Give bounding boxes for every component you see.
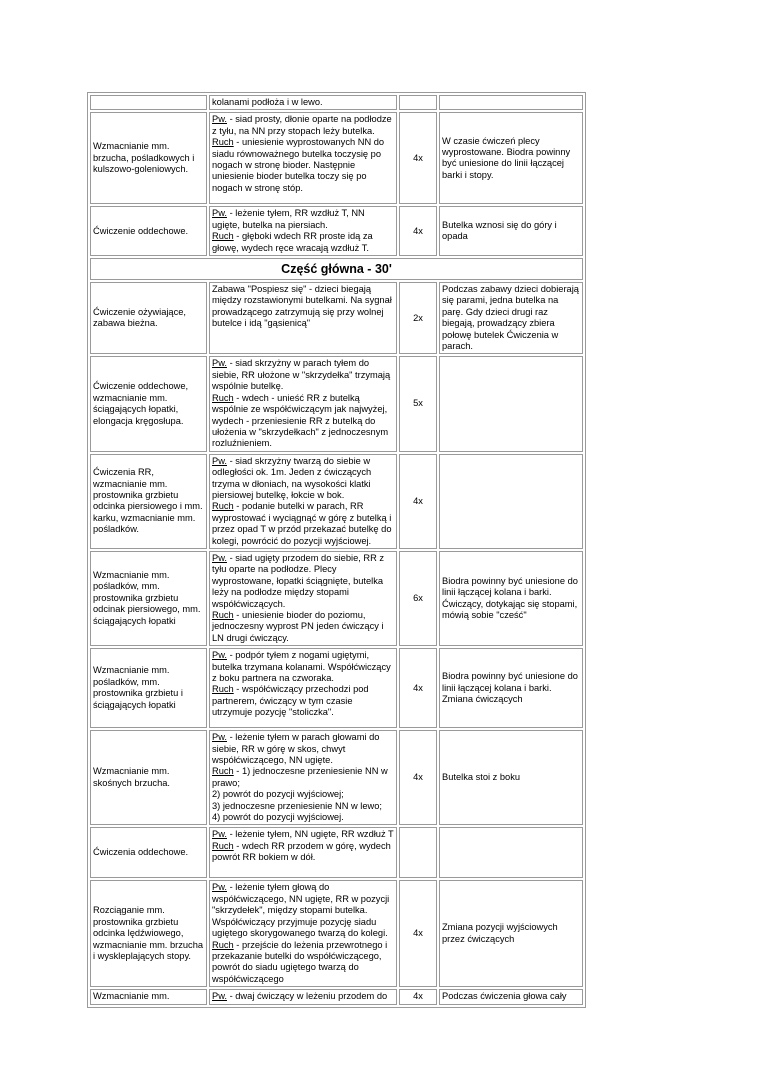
exercise-name-cell: Wzmacnianie mm. pośladków, mm. prostownika grzbietu odcinak piersiowego, mm. ściągających łopatki [90,551,207,646]
description-line [212,553,394,610]
exercise-name-cell: Wzmacnianie mm. pośladków, mm. prostownika grzbietu i ściągających łopatki [90,648,207,728]
repetitions-cell: 5x [399,356,437,451]
table-row [90,206,583,256]
exercise-name-cell: Ćwiczenia oddechowe. [90,827,207,878]
exercise-description-cell [209,989,397,1004]
section-header-row [90,258,583,280]
description-label: Pw. [212,650,227,661]
exercise-description-cell [209,282,397,354]
description-line [212,501,394,547]
description-label: Ruch [212,231,234,242]
description-line [212,650,394,684]
exercise-name-cell: Wzmacnianie mm. [90,989,207,1004]
description-line [212,684,394,718]
description-line [212,829,394,840]
exercise-name-cell: Wzmacnianie mm. brzucha, pośladkowych i kulszowo-goleniowych. [90,112,207,204]
description-text: - siad prosty, dłonie oparte na podłodze z tyłu, na NN przy stopach leży butelka. [212,114,392,136]
table-row [90,648,583,728]
description-text: - leżenie tyłem, NN ugięte, RR wzdłuż T [227,829,394,840]
table-row [90,95,583,110]
notes-cell: Biodra powinny być uniesione do linii łączącej kolana i barki. Ćwiczący, dotykając się stopami, mówią sobie "cześć" [439,551,583,646]
table-row [90,282,583,354]
exercise-description-cell [209,112,397,204]
description-label: Pw. [212,114,227,125]
description-text: - leżenie tyłem, RR wzdłuż T, NN ugięte, butelka na piersiach. [212,208,365,230]
exercise-description-cell [209,730,397,825]
description-label: Ruch [212,501,234,512]
description-label: Ruch [212,392,234,403]
description-text: - siad ugięty przodem do siebie, RR z tyłu oparte na podłodze. Plecy wyprostowane, łopatki ściągnięte, butelka leży na podłodze między stopami współćwiczących. [212,552,385,609]
exercise-name-cell: Ćwiczenia RR, wzmacnianie mm. prostownika grzbietu odcinka piersiowego i mm. karku, wzmacnianie mm. pośladków. [90,454,207,549]
description-label: Pw. [212,829,227,840]
description-label: Pw. [212,455,227,466]
exercise-table [87,92,586,1008]
description-line [212,766,394,789]
description-line [212,456,394,502]
description-text: - siad skrzyżny w parach tyłem do siebie, RR ułożone w "skrzydełka" trzymają wspólnie butelkę. [212,358,391,392]
exercise-description-cell [209,95,397,110]
exercise-name-cell: Ćwiczenie oddechowe, wzmacnianie mm. ściągających łopatki, elongacja kręgosłupa. [90,356,207,451]
table-row [90,880,583,987]
notes-cell: Butelka wznosi się do góry i opada [439,206,583,256]
description-line [212,231,394,254]
description-text: - uniesienie wyprostowanych NN do siadu równoważnego butelka toczysię po nogach w stronę bioder. Następnie uniesienie bioder butelka toczy się po nogach w stronę stóp. [212,137,385,193]
exercise-description-cell [209,206,397,256]
description-text: - 1) jednoczesne przeniesienie NN w prawo; [212,766,388,788]
repetitions-cell: 2x [399,282,437,354]
description-text: 3) jednoczesne przeniesienie NN w lewo; [212,800,383,811]
notes-cell [439,454,583,549]
description-label: Ruch [212,840,234,851]
table-row [90,730,583,825]
description-line [212,358,394,392]
repetitions-cell: 4x [399,648,437,728]
exercise-name-cell: Ćwiczenie oddechowe. [90,206,207,256]
table-row [90,112,583,204]
notes-cell: Podczas ćwiczenia głowa cały [439,989,583,1004]
exercise-name-cell: Rozciąganie mm. prostownika grzbietu odcinka lędźwiowego, wzmacnianie mm. brzucha i wyskleplających stopy. [90,880,207,987]
description-text: 2) powrót do pozycji wyjściowej; [212,789,344,800]
description-text: Zabawa "Pospiesz się" - dzieci biegają między rozstawionymi butelkami. Na sygnał prowadzącego zatrzymują się przy wolnej butelce i idą "gąsienicą" [212,284,392,329]
description-label: Ruch [212,684,234,695]
description-text: - głęboki wdech RR proste idą za głowę, wydech ręce wracają wzdłuż T. [212,231,373,253]
exercise-description-cell [209,880,397,987]
description-text: - wdech RR przodem w górę, wydech powrót RR bokiem w dół. [212,840,391,863]
description-line [212,991,394,1002]
exercise-description-cell [209,648,397,728]
description-line [212,208,394,231]
description-label: Pw. [212,552,227,563]
repetitions-cell: 4x [399,206,437,256]
description-text: kolanami podłoża i w lewo. [212,97,323,107]
description-label: Ruch [212,137,234,148]
table-row [90,454,583,549]
exercise-name-cell: Wzmacnianie mm. skośnych brzucha. [90,730,207,825]
repetitions-cell: 4x [399,989,437,1004]
description-text: - przejście do leżenia przewrotnego i przekazanie butelki do współćwiczącego, powrót do siadu ugiętego twarzą do współćwiczącego [212,939,388,984]
table-row [90,551,583,646]
description-line [212,610,394,644]
exercise-name-cell [90,95,207,110]
exercise-description-cell [209,454,397,549]
description-line [212,284,394,330]
description-line [212,841,394,864]
description-line [212,940,394,986]
notes-cell: W czasie ćwiczeń plecy wyprostowane. Biodra powinny być uniesione do linii łączącej barki i stopy. [439,112,583,204]
description-text: - dwaj ćwiczący w leżeniu przodem do [227,991,388,1002]
description-text: - leżenie tyłem w parach głowami do siebie, RR w górę w skos, chwyt współćwiczącego, NN ugięte. [212,732,380,766]
description-line [212,812,394,823]
notes-cell: Biodra powinny być uniesione do linii łączącej kolana i barki. Zmiana ćwiczących [439,648,583,728]
repetitions-cell: 4x [399,112,437,204]
description-text: - podpór tyłem z nogami ugiętymi, butelka trzymana kolanami. Współćwiczący z boku partnera na czworaka. [212,650,391,684]
description-line [212,97,394,108]
table-row [90,356,583,451]
section-title: Część główna - 30' [90,258,583,280]
description-label: Ruch [212,939,234,950]
repetitions-cell: 6x [399,551,437,646]
table-body [90,95,583,1005]
description-line [212,789,394,800]
exercise-description-cell [209,827,397,878]
repetitions-cell: 4x [399,880,437,987]
description-text: - wdech - unieść RR z butelką wspólnie ze współćwiczącym jak najwyżej, wydech - przeniesienie RR z butelką do ułożenia w "skrzydełkach" z jednoczesnym rozluźnieniem. [212,392,389,449]
description-text: 4) powrót do pozycji wyjściowej. [212,812,344,823]
table-row [90,989,583,1004]
description-text: - leżenie tyłem głową do współćwiczącego, NN ugięte, RR w pozycji "skrzydełek", między stopami butelka. Współćwiczący przyjmuje pozycję siadu ugiętego skorygowanego twarzą do kolegi. [212,882,390,939]
description-text: - współćwiczący przechodzi pod partnerem, ćwiczący w tym czasie utrzymuje pozycję "stoliczka". [212,684,369,718]
notes-cell [439,95,583,110]
exercise-description-cell [209,356,397,451]
description-text: - siad skrzyżny twarzą do siebie w odległości ok. 1m. Jeden z ćwiczących trzyma w dłoniach, na wysokości klatki piersiowej butelkę, łokcie w bok. [212,455,372,500]
description-label: Pw. [212,208,227,219]
notes-cell: Zmiana pozycji wyjściowych przez ćwiczących [439,880,583,987]
description-label: Ruch [212,610,234,620]
description-line [212,732,394,766]
repetitions-cell [399,95,437,110]
notes-cell: Podczas zabawy dzieci dobierają się parami, jedna butelka na parę. Gdy dzieci drugi raz biegają, prowadzący zbiera połowę butelek Ćwiczenia w parach. [439,282,583,354]
description-line [212,114,394,137]
notes-cell [439,356,583,451]
notes-cell: Butelka stoi z boku [439,730,583,825]
description-line [212,137,394,194]
description-label: Ruch [212,766,234,777]
description-text: - uniesienie bioder do poziomu, jednoczesny wyprost PN jeden ćwiczący i LN drugi ćwiczący. [212,610,384,643]
description-line [212,393,394,450]
exercise-description-cell [209,551,397,646]
notes-cell [439,827,583,878]
repetitions-cell: 4x [399,730,437,825]
description-label: Pw. [212,991,227,1002]
repetitions-cell: 4x [399,454,437,549]
exercise-name-cell: Ćwiczenie ożywiające, zabawa bieżna. [90,282,207,354]
description-text: - podanie butelki w parach, RR wyprostować i wyciągnąć w górę z butelką i przez opad T w przód przekazać butelkę do kolegi, powrócić do pozycji wyjściowej. [212,501,392,546]
description-label: Pw. [212,732,227,743]
repetitions-cell [399,827,437,878]
description-line [212,801,394,812]
description-line [212,882,394,939]
description-label: Pw. [212,882,227,893]
description-label: Pw. [212,358,227,369]
table-row [90,827,583,878]
